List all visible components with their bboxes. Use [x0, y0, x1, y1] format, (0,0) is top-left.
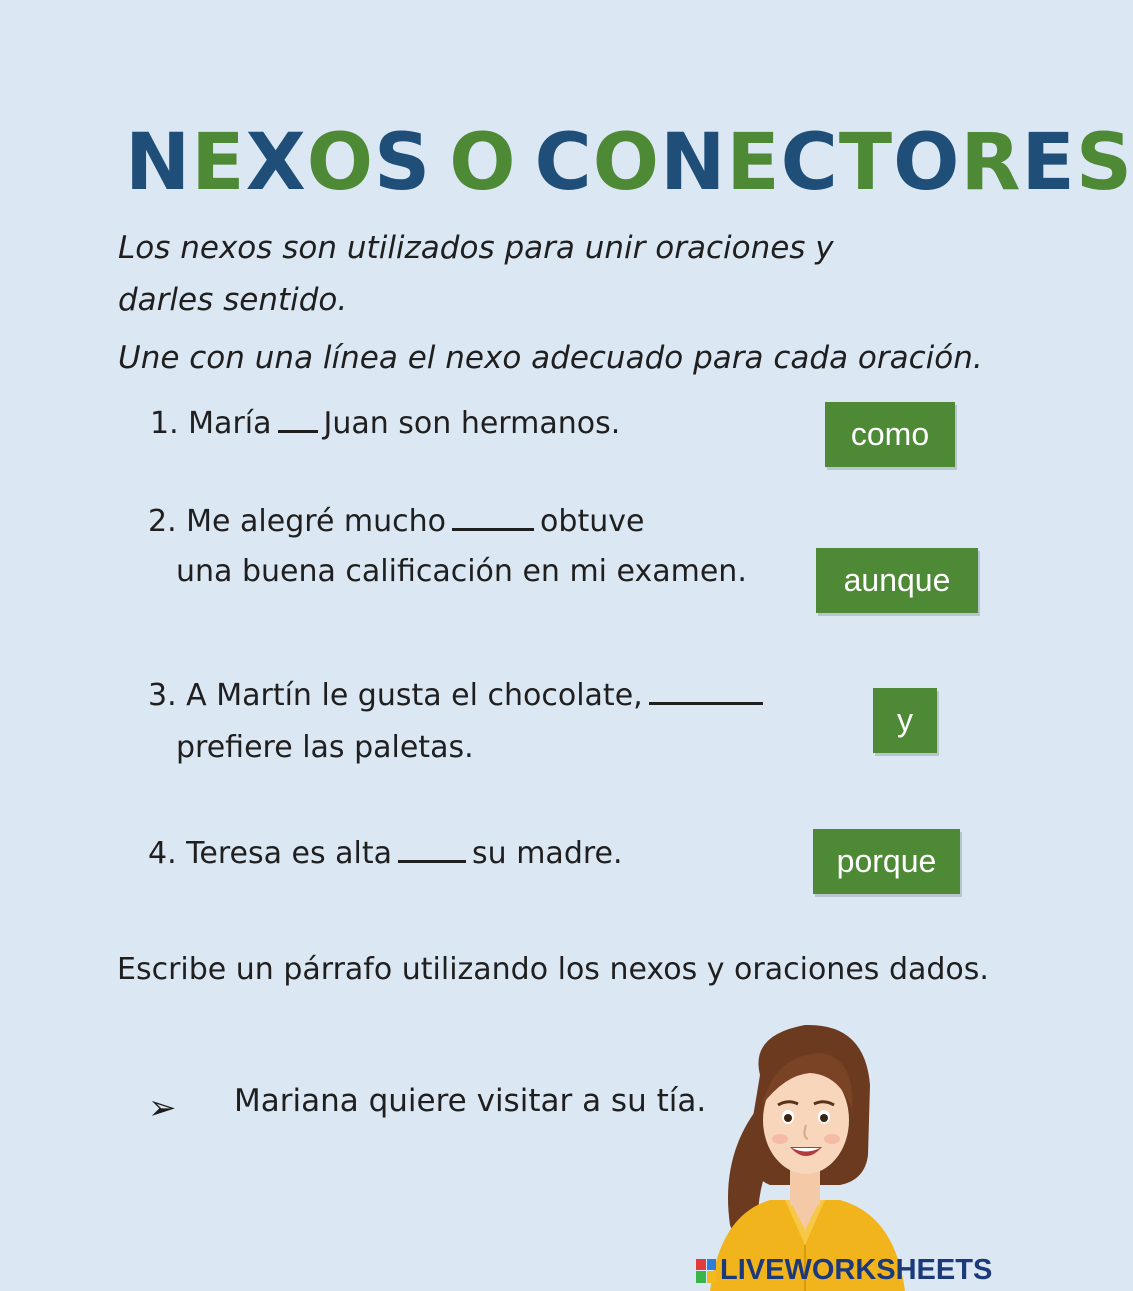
answer-blank[interactable]: [278, 404, 318, 433]
title-letter: C: [534, 118, 593, 208]
paragraph-instruction: Escribe un párrafo utilizando los nexos y oraciones dados.: [117, 952, 989, 987]
question-text-after: su madre.: [472, 836, 623, 871]
answer-blank[interactable]: [398, 834, 466, 863]
title-letter: O: [893, 118, 961, 208]
question-2: [148, 496, 644, 548]
title-letter: T: [838, 118, 894, 208]
question-text-before: Me alegré mucho: [186, 504, 447, 539]
title-letter: S: [1075, 118, 1133, 208]
brand-text: LIVEWORKSHEETS: [720, 1254, 993, 1286]
instruction-text: Une con una línea el nexo adecuado para cada oración.: [118, 340, 983, 376]
liveworksheets-logo: [696, 1254, 992, 1287]
question-3: [148, 670, 769, 722]
arrow-bullet-icon: ➢: [148, 1088, 177, 1128]
title-letter: [517, 118, 535, 208]
title-letter: R: [960, 118, 1022, 208]
question-4: [148, 828, 623, 880]
question-1: [150, 398, 620, 450]
option-y[interactable]: y: [873, 688, 937, 753]
question-number: 1.: [150, 406, 179, 441]
title-letter: N: [660, 118, 727, 208]
answer-blank[interactable]: [452, 502, 534, 531]
question-text-before: A Martín le gusta el chocolate,: [186, 678, 643, 713]
question-2-line2: una buena calificación en mi examen.: [176, 554, 747, 589]
title-letter: E: [726, 118, 781, 208]
worksheet-title: [125, 118, 1133, 208]
teacher-illustration: [690, 1015, 920, 1291]
title-letter: O: [449, 118, 517, 208]
question-3-line2: prefiere las paletas.: [176, 730, 474, 765]
title-letter: S: [374, 118, 432, 208]
option-aunque[interactable]: aunque: [816, 548, 978, 613]
title-letter: E: [191, 118, 246, 208]
title-letter: O: [306, 118, 375, 208]
title-letter: [431, 118, 449, 208]
question-number: 4.: [148, 836, 177, 871]
option-como[interactable]: como: [825, 402, 955, 467]
title-letter: O: [592, 118, 661, 208]
title-letter: X: [245, 118, 307, 208]
option-porque[interactable]: porque: [813, 829, 960, 894]
title-letter: C: [780, 118, 839, 208]
question-text-before: María: [188, 406, 272, 441]
question-text-after: obtuve: [540, 504, 645, 539]
bullet-sentence: Mariana quiere visitar a su tía.: [234, 1083, 707, 1119]
question-number: 2.: [148, 504, 177, 539]
intro-text: Los nexos son utilizados para unir oraciones y darles sentido.: [118, 230, 834, 318]
liveworksheets-mark-icon: [696, 1259, 716, 1283]
question-text-before: Teresa es alta: [186, 836, 393, 871]
question-number: 3.: [148, 678, 177, 713]
answer-blank[interactable]: [649, 676, 763, 705]
question-text-after: Juan son hermanos.: [323, 406, 621, 441]
title-letter: E: [1021, 118, 1076, 208]
title-letter: N: [125, 118, 192, 208]
